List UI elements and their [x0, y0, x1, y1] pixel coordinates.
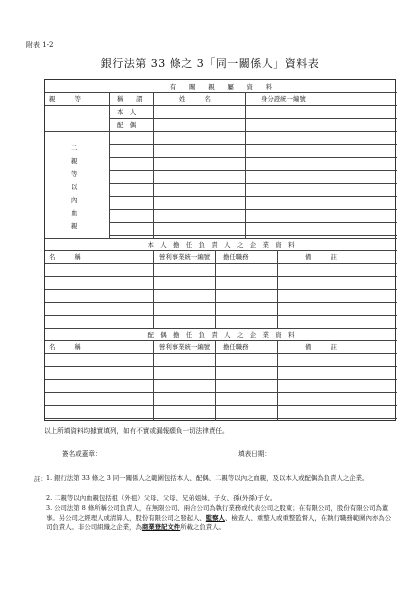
s3-col-tax-id: 營利事業統一編號: [159, 343, 211, 351]
table-row-line: [45, 405, 397, 406]
table-row-line: [109, 183, 397, 184]
s3-col-remarks: 備 註: [305, 343, 337, 351]
table-row-line: [109, 235, 397, 236]
page-title: 銀行法第 33 條之 3「同一關係人」資料表: [100, 57, 320, 70]
table-row-line: [45, 276, 397, 277]
table-row-line: [45, 263, 397, 264]
fill-date-label: 填表日期：: [238, 450, 271, 458]
table-row-line: [45, 418, 397, 419]
col-title: 稱 謂: [117, 95, 143, 103]
note-3-part2: 、檢查人、重整人或重整監督人，在執行職務範圍內亦為公司負責人。非公司組織之企業，為: [46, 513, 392, 532]
declaration-text: 以上所填資料均據實填列，如有不實或漏報願負一切法律責任。: [44, 427, 229, 435]
row-self-label: 本 人: [117, 108, 137, 116]
second-degree-kin-label: 二親等以內血親: [71, 144, 78, 230]
table-row-line: [109, 196, 397, 197]
table-row-line: [45, 289, 397, 290]
note-2: 2. 二親等以內血親包括祖（外祖）父母、父母、兄弟姐妹、子女、孫(外孫)子女。: [46, 494, 277, 502]
table-row-line: [45, 379, 397, 380]
relationship-form: [44, 79, 396, 421]
section-related-kin-title: 有 關 親 屬 資 料: [169, 83, 273, 91]
table-row-line: [109, 170, 397, 171]
s3-col-name: 名 稱: [49, 343, 81, 351]
notes-label: 註：: [34, 475, 47, 483]
table-row-line: [109, 222, 397, 223]
col-name: 姓 名: [179, 95, 211, 103]
s3-col-position: 擔任職務: [223, 343, 249, 351]
table-row-line: [109, 144, 397, 145]
row-spouse-label: 配 偶: [117, 121, 137, 129]
attachment-label: 附表 1-2: [26, 41, 54, 49]
s2-col-name: 名 稱: [49, 253, 81, 261]
col-degree: 親 等: [49, 95, 81, 103]
s2-col-remarks: 備 註: [305, 253, 337, 261]
s2-col-position: 擔任職務: [223, 253, 249, 261]
note-3-part1: 3. 公司法第 8 條所稱公司負責人，在無限公司、兩合公司為執行業務或代表公司之股東；在有限公司，股份有限公司為董事。另公司之經理人或清算人，股份有限公司之發起人、: [46, 504, 389, 522]
table-row-line: [45, 366, 397, 367]
table-row-line: [45, 392, 397, 393]
note-1: 1. 銀行法第 33 條之 3 同一關係人之範圍包括本人、配偶、二親等以內之血親，及以本人或配偶為負責人之企業。: [46, 474, 369, 482]
table-row-line: [45, 315, 397, 316]
note-3-part3: 所載之負責人。: [180, 523, 225, 532]
note-3-bold-commercial-reg: 商業登記文件: [141, 523, 181, 532]
note-3: [46, 504, 396, 533]
table-row-line: [45, 353, 397, 354]
table-row-line: [109, 209, 397, 210]
section-self-enterprise-title: 本 人 擔 任 負 責 人 之 企 業 資 料: [147, 241, 295, 249]
s2-col-tax-id: 營利事業統一編號: [159, 253, 211, 261]
col-id-number: 身分證統一編號: [261, 95, 306, 103]
table-row-line: [109, 157, 397, 158]
section-spouse-enterprise-title: 配 偶 擔 任 負 責 人 之 企 業 資 料: [147, 331, 295, 339]
note-3-bold-supervisor: 監察人: [205, 513, 225, 522]
table-row-line: [45, 302, 397, 303]
signature-label: 簽名或蓋章：: [62, 450, 102, 458]
